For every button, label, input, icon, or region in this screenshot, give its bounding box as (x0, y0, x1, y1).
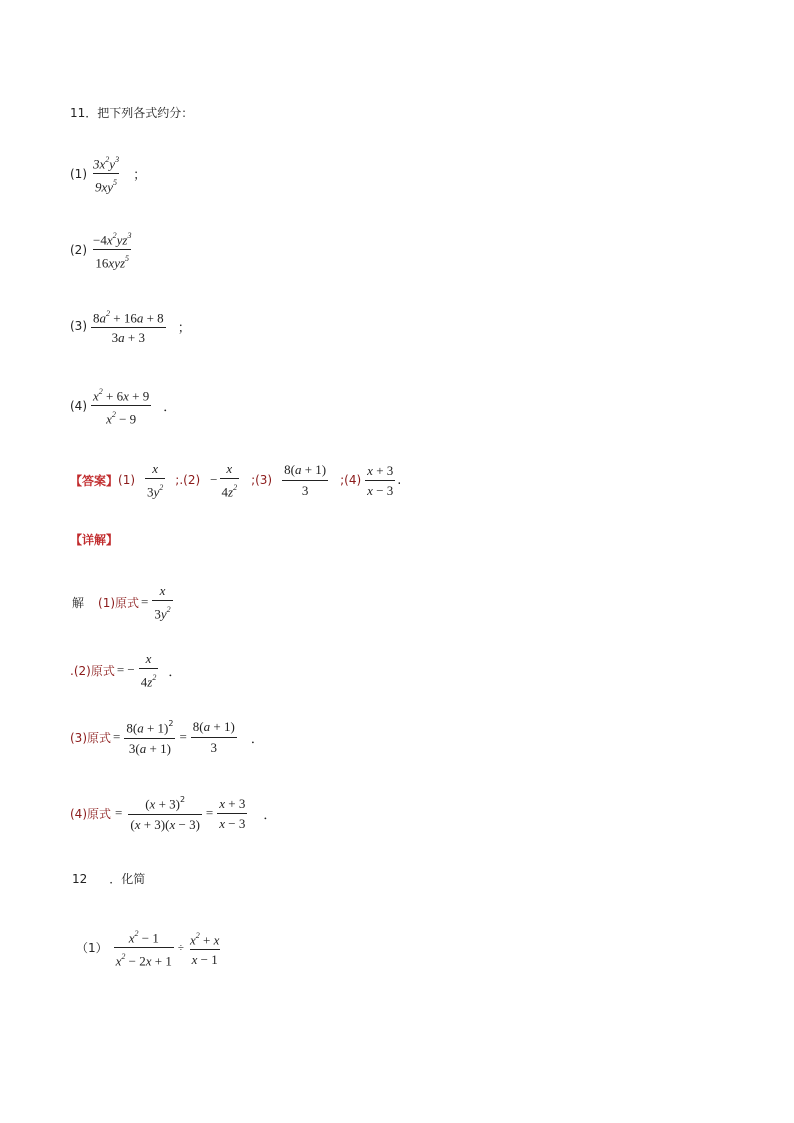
answer-2-fraction: $\frac{x}{4z^2}$ (221, 461, 238, 500)
q11-heading: 11．把下列各式约分： (70, 106, 194, 120)
step1-fraction: $\frac{x}{3y^2}$ (154, 583, 171, 622)
step2-fraction: $\frac{x}{4z^2}$ (140, 651, 157, 690)
step3-fraction-b: $\frac{8(a + 1)}{3}$ (192, 719, 235, 756)
q11-part1: (1) $\frac{3x^2y^3}{9xy^5}$ ； (70, 152, 146, 196)
q12-fraction-b: $\frac{x^2 + x}{x - 1}$ (189, 930, 220, 967)
q12-fraction-a: $\frac{x^2 - 1}{x^2 - 2x + 1}$ (115, 929, 172, 969)
q11-part4: (4) $\frac{x^2 + 6x + 9}{x^2 - 9}$ ． (70, 384, 176, 428)
fraction-x2-6x-9-over-x2-9: $\frac{x^2 + 6x + 9}{x^2 - 9}$ (93, 387, 150, 427)
explain-step4: (4)原式 = $\frac{(x + 3)^2}{(x + 3)(x - 3)}$ = $\frac{x + 3}{x - 3}$ ． (70, 792, 276, 834)
q11-part2: (2) $\frac{-4x^2yz^3}{16xyz^5}$ (70, 228, 135, 272)
explanation-tag: 【详解】 (70, 533, 119, 547)
step4-fraction-b: $\frac{x + 3}{x - 3}$ (219, 795, 246, 831)
answer-tag: 【答案】 (70, 473, 119, 488)
step4-fraction-a: $\frac{(x + 3)^2}{(x + 3)(x - 3)}$ (130, 795, 200, 833)
q11-part3: (3) $\frac{8a^2 + 16a + 8}{3a + 3}$ ； (70, 306, 191, 346)
explain-step1: 解 (1)原式 = $\frac{x}{3y^2}$ (72, 583, 171, 622)
answer-1-fraction: $\frac{x}{3y^2}$ (147, 461, 164, 500)
answer-4-fraction: $\frac{x + 3}{x - 3}$ (367, 462, 394, 498)
q12-part1: （1） $\frac{x^2 - 1}{x^2 - 2x + 1}$ ÷ $\frac{x^2 + x}{x - 1}$ (76, 926, 223, 970)
answer-line: 【答案】 (1) $\frac{x}{3y^2}$ ;.(2) − $\frac{x}{4z^2}$ ;(3) $\frac{8(a + 1)}{3}$ ;(4) $\frac{x + 3}{x - 3}$ . (70, 461, 402, 500)
explain-step2: .(2)原式 = − $\frac{x}{4z^2}$ ． (70, 651, 182, 690)
fraction-8a2-16a-8-over-3a-3: $\frac{8a^2 + 16a + 8}{3a + 3}$ (93, 309, 164, 346)
step3-fraction-a: $\frac{8(a + 1)^2}{3(a + 1)}$ (126, 719, 174, 757)
fraction-3x2y3-over-9xy5: $\frac{3x^2y^3}{9xy^5}$ (93, 155, 120, 195)
explain-step3: (3)原式 = $\frac{8(a + 1)^2}{3(a + 1)}$ = $\frac{8(a + 1)}{3}$ ． (70, 716, 264, 758)
fraction-neg4x2yz3-over-16xyz5: $\frac{-4x^2yz^3}{16xyz^5}$ (93, 231, 132, 271)
answer-3-fraction: $\frac{8(a + 1)}{3}$ (284, 462, 327, 499)
q12-heading: 12 ．化简 (72, 871, 146, 886)
